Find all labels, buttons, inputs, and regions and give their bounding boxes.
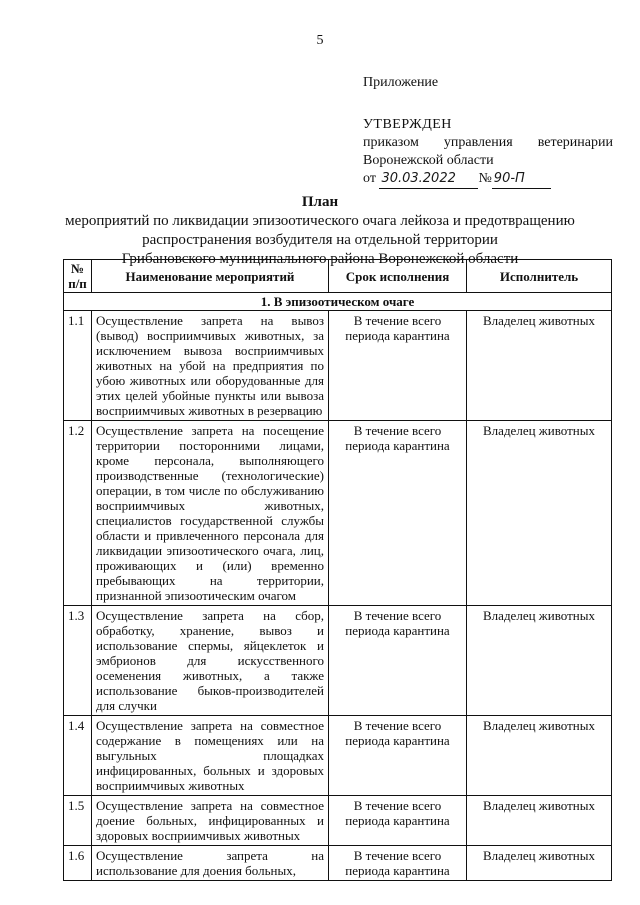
row-executor: Владелец животных <box>467 311 612 421</box>
table-row <box>64 716 612 796</box>
table-header-row <box>64 260 612 293</box>
row-term-line: В течение всего <box>353 313 442 328</box>
row-term-line: периода карантина <box>345 733 450 748</box>
row-term-line: периода карантина <box>345 328 450 343</box>
table-row <box>64 606 612 716</box>
table-row <box>64 311 612 421</box>
row-name: Осуществление запрета на совместное содержание в помещениях или на выгульных площадках инфицированных, больных и здоровых восприимчивых животных <box>92 716 329 796</box>
row-term <box>329 846 467 881</box>
row-name: Осуществление запрета на использование для доения больных, <box>92 846 329 881</box>
row-term-line: В течение всего <box>353 848 442 863</box>
row-num: 1.1 <box>64 311 92 421</box>
row-name: Осуществление запрета на совместное доение больных, инфицированных и здоровых восприимчивых животных <box>92 796 329 846</box>
row-term <box>329 311 467 421</box>
header-num <box>64 260 92 293</box>
table-row <box>64 796 612 846</box>
order-word: управления <box>443 135 513 150</box>
row-term <box>329 796 467 846</box>
approved-label: УТВЕРЖДЕН <box>363 117 452 132</box>
plan-subtitle-line: распространения возбудителя на отдельной территории <box>142 232 498 248</box>
row-executor: Владелец животных <box>467 796 612 846</box>
row-term-line: В течение всего <box>353 798 442 813</box>
order-word: приказом <box>363 135 419 150</box>
handwritten-order-number: 90-П <box>492 170 551 189</box>
header-num-line: № <box>70 261 85 276</box>
number-sign: № <box>478 171 492 186</box>
row-name: Осуществление запрета на вывоз (вывод) восприимчивых животных, за исключением вывоза восприимчивых животных на убой на предприятия по убою животных или оборудованные для этих целей убойные пункты или вывоза восприимчивых животных в резервацию <box>92 311 329 421</box>
row-term-line: В течение всего <box>353 423 442 438</box>
header-executor: Исполнитель <box>467 260 612 293</box>
row-term <box>329 606 467 716</box>
section-row <box>64 293 612 311</box>
row-num: 1.4 <box>64 716 92 796</box>
plan-subtitle-line: Грибановского муниципального района Воронежской области <box>121 251 519 267</box>
plan-heading <box>0 193 640 268</box>
measures-table <box>63 259 612 881</box>
section-title: 1. В эпизоотическом очаге <box>64 293 612 311</box>
row-term-line: В течение всего <box>353 608 442 623</box>
row-executor: Владелец животных <box>467 606 612 716</box>
row-num: 1.6 <box>64 846 92 881</box>
order-line <box>363 134 613 152</box>
row-term-line: периода карантина <box>345 863 450 878</box>
row-term <box>329 716 467 796</box>
approval-block <box>363 74 613 189</box>
row-num: 1.2 <box>64 421 92 606</box>
header-term: Срок исполнения <box>329 260 467 293</box>
row-term-line: В течение всего <box>353 718 442 733</box>
region-label: Воронежской области <box>363 153 494 168</box>
date-prefix: от <box>363 171 376 186</box>
header-name: Наименование мероприятий <box>92 260 329 293</box>
row-term-line: периода карантина <box>345 623 450 638</box>
plan-title: План <box>301 194 339 210</box>
table-row <box>64 421 612 606</box>
row-term <box>329 421 467 606</box>
handwritten-date: 30.03.2022 <box>379 170 478 189</box>
row-num: 1.3 <box>64 606 92 716</box>
row-name: Осуществление запрета на посещение территории посторонними лицами, кроме персонала, выполняющего производственные (технологические) операции, в том числе по обслуживанию восприимчивых животных, специалистов государственной службы области и привлеченного персонала для ликвидации эпизоотического очага, лиц, проживающих и (или) временно пребывающих на территории, признанной эпизоотическим очагом <box>92 421 329 606</box>
plan-subtitle-line: мероприятий по ликвидации эпизоотического очага лейкоза и предотвращению <box>65 213 575 229</box>
row-name: Осуществление запрета на сбор, обработку, хранение, вывоз и использование спермы, яйцеклеток и эмбрионов для искусственного осеменения животных, а также использование быков-производителей для случки <box>92 606 329 716</box>
order-date-line <box>363 170 613 189</box>
row-num: 1.5 <box>64 796 92 846</box>
row-term-line: периода карантина <box>345 438 450 453</box>
order-word: ветеринарии <box>537 135 613 150</box>
row-executor: Владелец животных <box>467 846 612 881</box>
row-term-line: периода карантина <box>345 813 450 828</box>
row-executor: Владелец животных <box>467 421 612 606</box>
page-number: 5 <box>316 33 324 48</box>
appendix-label: Приложение <box>363 75 439 90</box>
header-num-line: п/п <box>68 276 87 291</box>
table-row <box>64 846 612 881</box>
row-executor: Владелец животных <box>467 716 612 796</box>
